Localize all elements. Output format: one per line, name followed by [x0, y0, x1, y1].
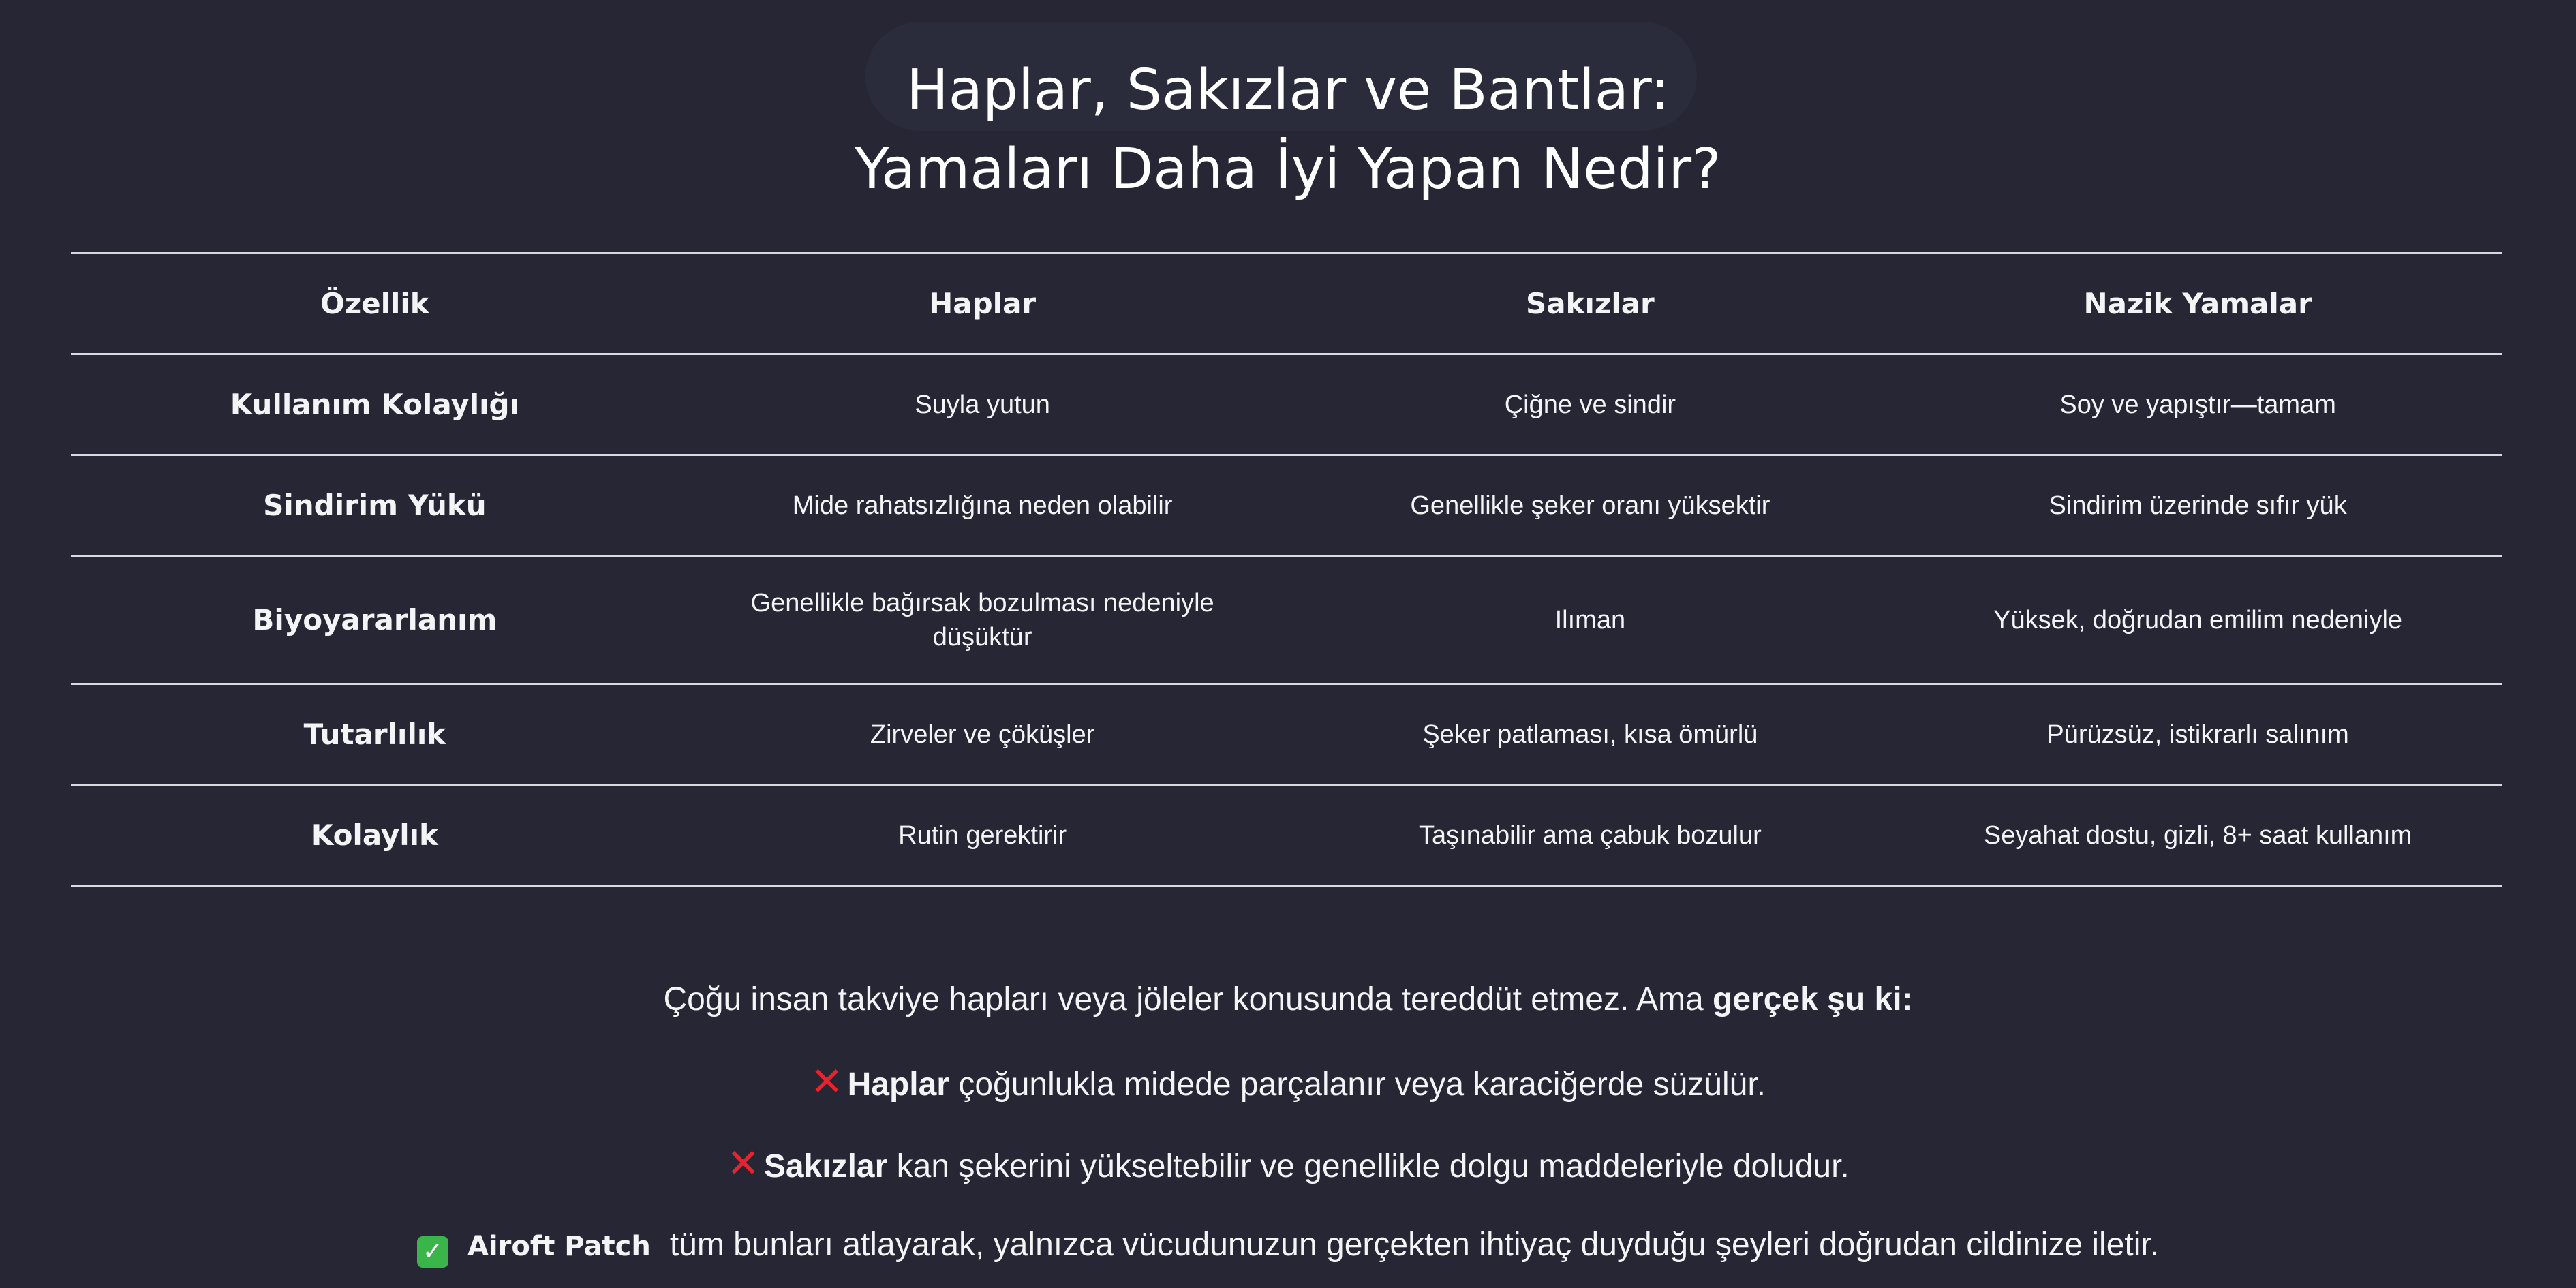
column-header-patches: Nazik Yamalar: [2083, 286, 2312, 320]
cell-patches: Yüksek, doğrudan emilim nedeniyle: [1993, 605, 2403, 634]
table-row: [71, 355, 2502, 456]
check-mark-icon: ✓: [417, 1236, 448, 1268]
cell-pills: Zirveler ve çöküşler: [870, 720, 1095, 749]
summary-pills-text: çoğunlukla midede parçalanır veya karaciğerde süzülür.: [949, 1067, 1766, 1103]
cell-pills-line-2: düşüktür: [932, 622, 1032, 651]
table-row: [71, 685, 2502, 786]
cell-pills: Mide rahatsızlığına neden olabilir: [792, 491, 1173, 520]
table-row: [71, 786, 2502, 887]
column-header-gums: Sakızlar: [1525, 286, 1655, 320]
summary-intro: [0, 979, 2576, 1020]
summary-intro-bold: gerçek şu ki:: [1713, 981, 1913, 1017]
row-feature: Biyoyararlanım: [252, 602, 497, 637]
cell-gums: Taşınabilir ama çabuk bozulur: [1419, 821, 1762, 850]
summary-patch-brand: Airoft Patch: [467, 1231, 651, 1262]
cell-pills: Rutin gerektirir: [898, 821, 1067, 850]
summary-patch: [0, 1225, 2576, 1268]
cell-patches: Seyahat dostu, gizli, 8+ saat kullanım: [1983, 821, 2412, 850]
column-header-feature: Özellik: [320, 286, 429, 320]
cell-gums: Çiğne ve sindir: [1504, 390, 1676, 419]
cell-gums: Ilıman: [1554, 605, 1626, 634]
page-title-line-1: Haplar, Sakızlar ve Bantlar:: [906, 58, 1670, 123]
cell-pills: Suyla yutun: [915, 390, 1050, 419]
row-feature: Kullanım Kolaylığı: [230, 387, 519, 421]
cell-patches: Soy ve yapıştır—tamam: [2059, 390, 2336, 419]
summary-patch-text: tüm bunları atlayarak, yalnızca vücudunuzun gerçekten ihtiyaç duyduğu şeyleri doğrudan cildinize iletir.: [669, 1227, 2160, 1263]
row-feature: Sindirim Yükü: [263, 488, 487, 522]
summary-gums-bold: Sakızlar: [763, 1148, 888, 1184]
cell-patches: Sindirim üzerinde sıfır yük: [2049, 491, 2347, 520]
cell-gums: Şeker patlaması, kısa ömürlü: [1422, 720, 1758, 749]
table-header-row: [71, 254, 2502, 355]
table-row: [71, 557, 2502, 685]
summary-gums-text: kan şekerini yükseltebilir ve genellikle dolgu maddeleriyle doludur.: [887, 1148, 1850, 1184]
summary-intro-text: Çoğu insan takviye hapları veya jöleler konusunda tereddüt etmez. Ama: [663, 981, 1713, 1017]
page-title-line-2: Yamaları Daha İyi Yapan Nedir?: [855, 137, 1721, 202]
table-row: [71, 456, 2502, 557]
cell-pills: [679, 586, 1287, 654]
cell-pills-line-1: Genellikle bağırsak bozulması nedeniyle: [750, 588, 1214, 617]
cross-mark-icon: ✕: [726, 1140, 760, 1186]
summary-gums: [0, 1140, 2576, 1187]
row-feature: Tutarlılık: [303, 717, 446, 751]
summary-pills-bold: Haplar: [847, 1067, 949, 1103]
cross-mark-icon: ✕: [810, 1058, 844, 1105]
comparison-table: [71, 252, 2502, 887]
summary-pills: [0, 1058, 2576, 1105]
cell-gums: Genellikle şeker oranı yüksektir: [1410, 491, 1770, 520]
column-header-pills: Haplar: [929, 286, 1037, 320]
cell-patches: Pürüzsüz, istikrarlı salınım: [2046, 720, 2349, 749]
row-feature: Kolaylık: [311, 818, 438, 852]
